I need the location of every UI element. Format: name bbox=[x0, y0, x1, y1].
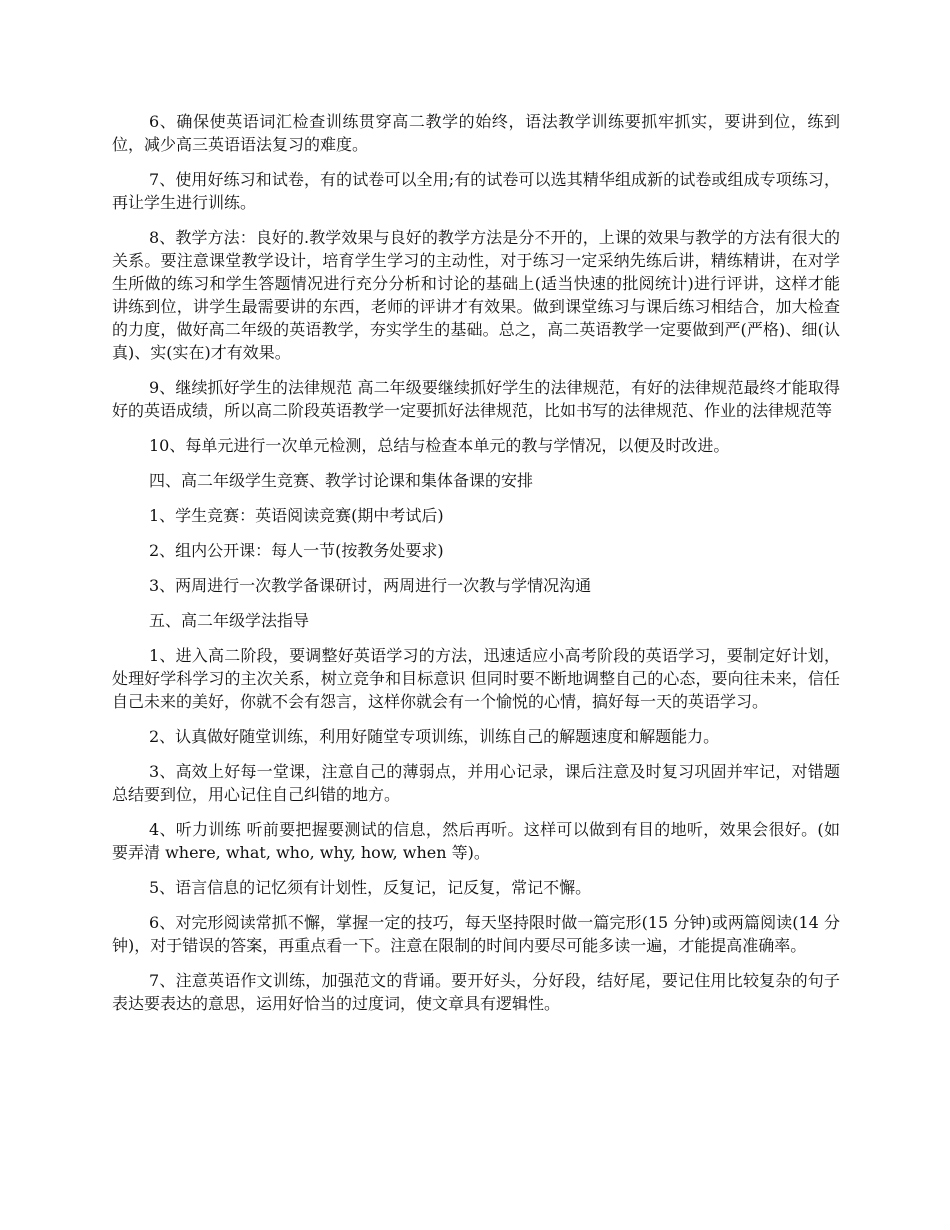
document-page bbox=[112, 110, 840, 1027]
paragraph: 3、两周进行一次教学备课研讨，两周进行一次教与学情况沟通 bbox=[149, 576, 592, 595]
paragraph: 7、注意英语作文训练，加强范文的背诵。要开好头，分好段，结好尾，要记住用比较复杂的句子表达要表达的意思，运用好恰当的过度词，使文章具有逻辑性。 bbox=[112, 971, 840, 1013]
paragraph: 5、语言信息的记忆须有计划性，反复记，记反复，常记不懈。 bbox=[149, 878, 592, 897]
paragraph: 1、学生竞赛：英语阅读竞赛(期中考试后) bbox=[149, 506, 444, 525]
paragraph: 6、确保使英语词汇检查训练贯穿高二教学的始终，语法教学训练要抓牢抓实，要讲到位，练到位，减少高三英语语法复习的难度。 bbox=[112, 112, 840, 154]
section-heading: 五、高二年级学法指导 bbox=[149, 611, 310, 630]
paragraph: 1、进入高二阶段，要调整好英语学习的方法，迅速适应小高考阶段的英语学习，要制定好计划，处理好学科学习的主次关系，树立竞争和目标意识 但同时要不断地调整自己的心态，要向往未来，信任自己未来的美好，你就不会有怨言，这样你就会有一个愉悦的心情，搞好每一天的英语学习。 bbox=[112, 646, 840, 711]
paragraph: 6、对完形阅读常抓不懈，掌握一定的技巧，每天坚持限时做一篇完形(15 分钟)或两篇阅读(14 分钟)，对于错误的答案，再重点看一下。注意在限制的时间内要尽可能多读一遍，才能提高准确率。 bbox=[112, 913, 840, 955]
section-heading: 四、高二年级学生竞赛、教学讨论课和集体备课的安排 bbox=[149, 471, 534, 490]
paragraph: 2、组内公开课：每人一节(按教务处要求) bbox=[149, 541, 444, 560]
paragraph: 9、继续抓好学生的法律规范 高二年级要继续抓好学生的法律规范，有好的法律规范最终才能取得好的英语成绩，所以高二阶段英语教学一定要抓好法律规范，比如书写的法律规范、作业的法律规范等 bbox=[112, 378, 840, 420]
paragraph: 2、认真做好随堂训练，利用好随堂专项训练，训练自己的解题速度和解题能力。 bbox=[149, 727, 720, 746]
paragraph: 10、每单元进行一次单元检测，总结与检查本单元的教与学情况，以便及时改进。 bbox=[149, 436, 730, 455]
paragraph: 3、高效上好每一堂课，注意自己的薄弱点，并用心记录，课后注意及时复习巩固并牢记，对错题总结要到位，用心记住自己纠错的地方。 bbox=[112, 762, 840, 804]
paragraph: 8、教学方法：良好的.教学效果与良好的教学方法是分不开的，上课的效果与教学的方法有很大的关系。要注意课堂教学设计，培育学生学习的主动性，对于练习一定采纳先练后讲，精练精讲，在对学生所做的练习和学生答题情况进行充分分析和讨论的基础上(适当快速的批阅统计)进行评讲，这样才能讲练到位，讲学生最需要讲的东西，老师的评讲才有效果。做到课堂练习与课后练习相结合，加大检查的力度，做好高二年级的英语教学，夯实学生的基础。总之，高二英语教学一定要做到严(严格)、细(认真)、实(实在)才有效果。 bbox=[112, 228, 840, 362]
paragraph: 4、听力训练 听前要把握要测试的信息，然后再听。这样可以做到有目的地听，效果会很好。(如要弄清 where, what, who, why, how, when 等)。 bbox=[112, 820, 840, 862]
paragraph: 7、使用好练习和试卷，有的试卷可以全用;有的试卷可以选其精华组成新的试卷或组成专项练习，再让学生进行训练。 bbox=[112, 170, 840, 212]
